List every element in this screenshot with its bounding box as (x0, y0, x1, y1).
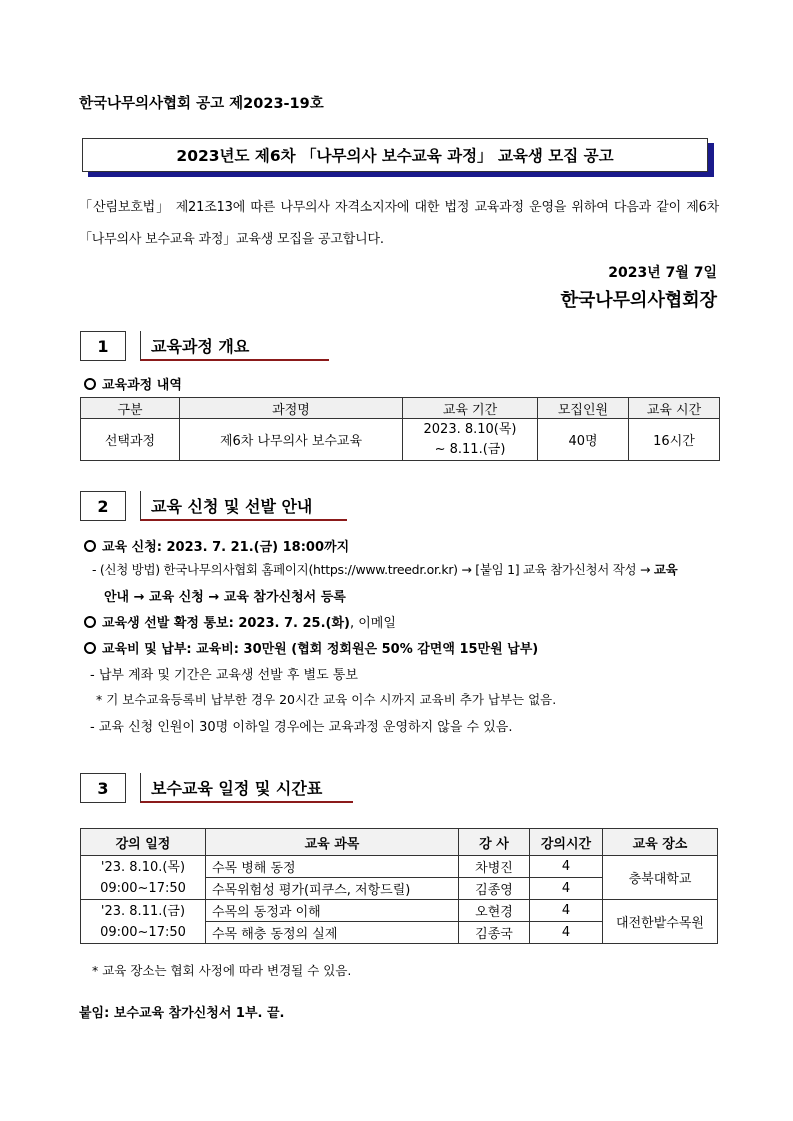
cell-subject: 수목 해충 동정의 실제 (206, 922, 459, 944)
column-header: 모집인원 (538, 398, 629, 419)
section-2-header (80, 491, 347, 521)
cell-hours: 16시간 (629, 419, 720, 461)
schedule-time: 09:00~17:50 (100, 880, 186, 896)
cell-hours: 4 (530, 900, 603, 922)
schedule-date: '23. 8.11.(금) (100, 903, 186, 919)
cell-hours: 4 (530, 878, 603, 900)
cell-subject: 수목위험성 평가(피쿠스, 저항드릴) (206, 878, 459, 900)
cell-hours: 4 (530, 856, 603, 878)
attachment-line: 붙임: 보수교육 참가신청서 1부. 끝. (79, 1006, 285, 1021)
schedule-date: '23. 8.10.(목) (100, 859, 186, 875)
table-row (81, 419, 720, 461)
bullet-apply (84, 536, 349, 555)
column-header: 강의 일정 (81, 829, 206, 856)
circle-bullet-icon (84, 616, 96, 628)
fee-note-3: - 교육 신청 인원이 30명 이하일 경우에는 교육과정 운영하지 않을 수 있음. (90, 720, 513, 735)
notice-number: 한국나무의사협회 공고 제2023-19호 (79, 96, 324, 112)
circle-bullet-icon (84, 642, 96, 654)
table-header-row (81, 829, 718, 856)
cell-lecturer: 김종영 (459, 878, 530, 900)
fee-text: 교육비 및 납부: 교육비: 30만원 (협회 정회원은 50% 감면액 15만원 납부) (102, 642, 539, 657)
table-row (81, 856, 718, 878)
column-header: 교육 장소 (603, 829, 718, 856)
notify-rest: , 이메일 (349, 616, 396, 631)
cell-lecturer: 오현경 (459, 900, 530, 922)
schedule-time: 09:00~17:50 (100, 924, 186, 940)
column-header: 교육 기간 (403, 398, 538, 419)
cell-course-name: 제6차 나무의사 보수교육 (180, 419, 403, 461)
cell-place: 대전한밭수목원 (603, 900, 718, 944)
apply-method-line1 (92, 560, 722, 578)
period-end: ~ 8.11.(금) (434, 441, 506, 457)
place-change-note: * 교육 장소는 협회 사정에 따라 변경될 수 있음. (92, 963, 352, 978)
cell-schedule (81, 900, 206, 944)
fee-note-1: - 납부 계좌 및 기간은 교육생 선발 후 별도 통보 (90, 668, 358, 683)
section-number: 1 (80, 331, 126, 361)
section-title: 교육 신청 및 선발 안내 (140, 491, 347, 521)
cell-place: 충북대학교 (603, 856, 718, 900)
section-title: 교육과정 개요 (140, 331, 329, 361)
section-title: 보수교육 일정 및 시간표 (140, 773, 353, 803)
document-title (82, 138, 708, 172)
bullet-fee (84, 638, 538, 657)
column-header: 강의시간 (530, 829, 603, 856)
period-start: 2023. 8.10(목) (423, 421, 517, 437)
cell-lecturer: 김종국 (459, 922, 530, 944)
section-3-header (80, 773, 353, 803)
cell-subject: 수목의 동정과 이해 (206, 900, 459, 922)
column-header: 교육 시간 (629, 398, 720, 419)
apply-text: 교육 신청: 2023. 7. 21.(금) 18:00까지 (102, 540, 350, 555)
bullet-course-details (84, 374, 182, 393)
circle-bullet-icon (84, 540, 96, 552)
cell-type: 선택과정 (81, 419, 180, 461)
course-overview-table (80, 397, 720, 461)
table-header-row (81, 398, 720, 419)
column-header: 과정명 (180, 398, 403, 419)
cell-hours: 4 (530, 922, 603, 944)
intro-paragraph: 「산림보호법」 제21조13에 따른 나무의사 자격소지자에 대한 법정 교육과정 운영을 위하여 다음과 같이 제6차「나무의사 보수교육 과정」교육생 모집을 공고합니다. (79, 200, 719, 247)
cell-count: 40명 (538, 419, 629, 461)
section-1-header (80, 331, 329, 361)
title-text: 2023년도 제6차 「나무의사 보수교육 과정」 교육생 모집 공고 (176, 147, 614, 165)
organization-head: 한국나무의사협회장 (560, 290, 717, 311)
column-header: 구분 (81, 398, 180, 419)
circle-bullet-icon (84, 378, 96, 390)
cell-schedule (81, 856, 206, 900)
cell-subject: 수목 병해 동정 (206, 856, 459, 878)
section-number: 2 (80, 491, 126, 521)
column-header: 강 사 (459, 829, 530, 856)
section-number: 3 (80, 773, 126, 803)
table-row (81, 900, 718, 922)
bullet-label: 교육과정 내역 (102, 378, 182, 393)
notify-bold: 교육생 선발 확정 통보: 2023. 7. 25.(화) (102, 616, 350, 631)
column-header: 교육 과목 (206, 829, 459, 856)
notice-date: 2023년 7월 7일 (608, 265, 717, 281)
cell-period (403, 419, 538, 461)
fee-note-2: * 기 보수교육등록비 납부한 경우 20시간 교육 이수 시까지 교육비 추가 납부는 없음. (96, 692, 557, 707)
apply-method-text: - (신청 방법) 한국나무의사협회 홈페이지(https://www.treedr.or.kr) → [붙임 1] 교육 참가신청서 작성 → (92, 562, 651, 577)
apply-method-line2: 안내 → 교육 신청 → 교육 참가신청서 등록 (104, 590, 346, 605)
schedule-table (80, 828, 718, 944)
bullet-notify (84, 612, 396, 631)
apply-method-bold: 교육 (653, 562, 678, 577)
cell-lecturer: 차병진 (459, 856, 530, 878)
